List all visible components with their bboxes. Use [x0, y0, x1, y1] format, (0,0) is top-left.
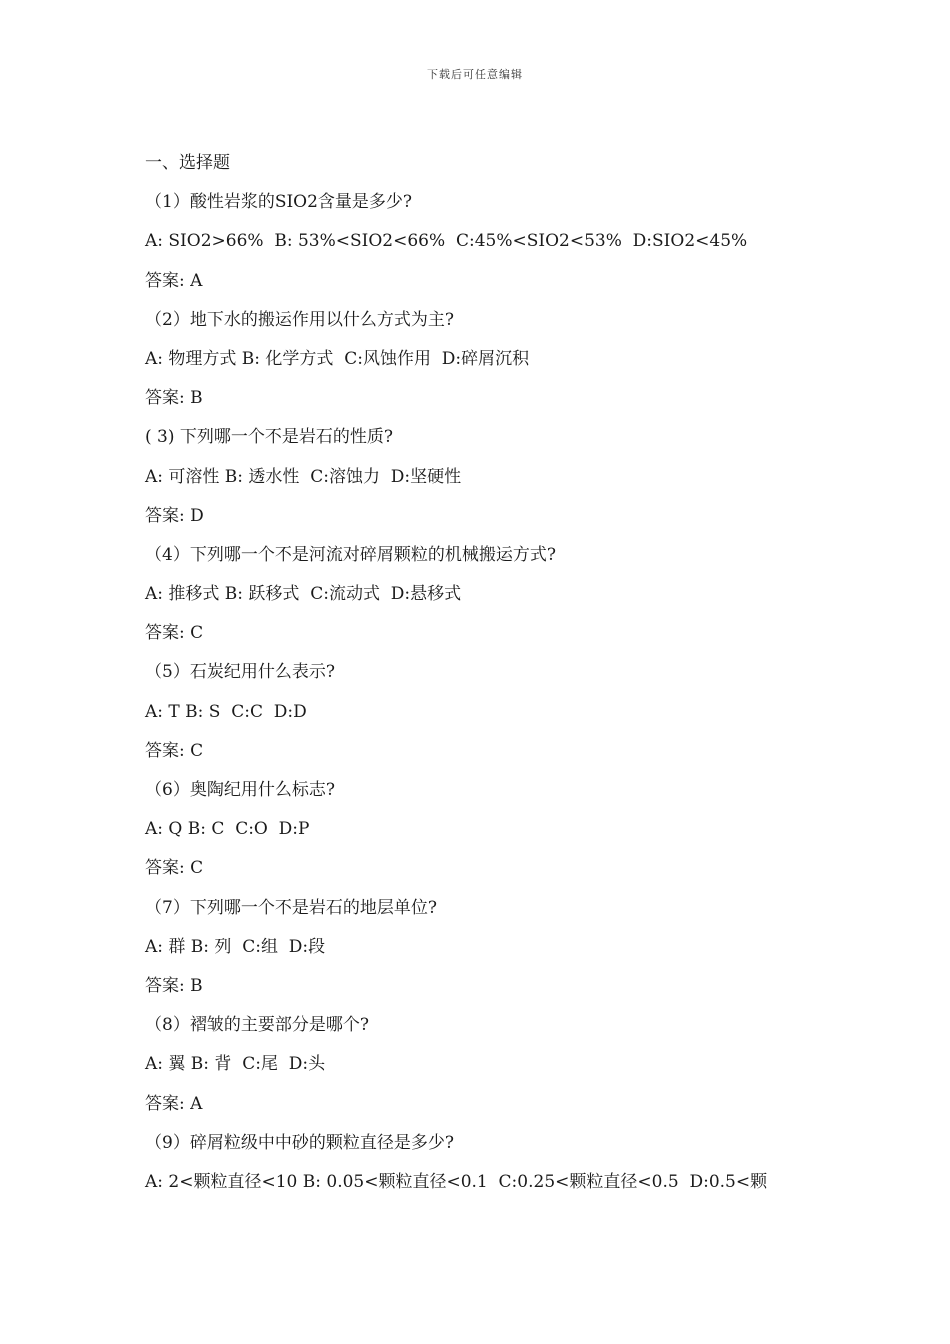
document-body: [145, 150, 845, 1208]
question-5: [145, 659, 845, 777]
question-text: （8）褶皱的主要部分是哪个?: [145, 1015, 369, 1036]
question-text: （9）碎屑粒级中中砂的颗粒直径是多少?: [145, 1132, 454, 1153]
question-text: （2）地下水的搬运作用以什么方式为主?: [145, 309, 454, 330]
question-text: （6）奥陶纪用什么标志?: [145, 780, 335, 800]
question-answer: 答案: B: [145, 975, 203, 996]
question-options: A: 2<颗粒直径<10 B: 0.05<颗粒直径<0.1 C:0.25<颗粒直径<0.5 D:0.5<颗: [145, 1171, 768, 1192]
question-options: A: 物理方式 B: 化学方式 C:风蚀作用 D:碎屑沉积: [145, 348, 530, 369]
question-2: [145, 307, 845, 425]
question-options: A: 推移式 B: 跃移式 C:流动式 D:悬移式: [145, 584, 462, 605]
question-answer: 答案: C: [145, 858, 204, 879]
question-4: [145, 542, 845, 660]
question-options: A: T B: S C:C D:D: [145, 701, 307, 722]
question-options: A: 翼 B: 背 C:尾 D:头: [145, 1054, 326, 1075]
page-header: 下载后可任意编辑: [427, 68, 523, 81]
question-answer: 答案: A: [145, 1093, 203, 1114]
question-options: A: 可溶性 B: 透水性 C:溶蚀力 D:坚硬性: [145, 466, 462, 487]
question-9: [145, 1130, 845, 1208]
question-1: [145, 189, 845, 307]
question-7: [145, 895, 845, 1013]
question-answer: 答案: C: [145, 623, 204, 644]
question-options: A: 群 B: 列 C:组 D:段: [145, 936, 326, 957]
section-title: 一、选择题: [145, 153, 230, 173]
question-3: [145, 424, 845, 542]
question-text: （7）下列哪一个不是岩石的地层单位?: [145, 897, 437, 918]
question-options: A: SIO2>66% B: 53%<SIO2<66% C:45%<SIO2<53% D:SIO2<45%: [145, 231, 748, 252]
question-6: [145, 777, 845, 895]
question-text: （4）下列哪一个不是河流对碎屑颗粒的机械搬运方式?: [145, 544, 556, 565]
question-text: ( 3) 下列哪一个不是岩石的性质?: [145, 427, 394, 448]
question-answer: 答案: A: [145, 270, 203, 291]
question-answer: 答案: C: [145, 740, 204, 761]
question-answer: 答案: D: [145, 505, 204, 526]
question-text: （1）酸性岩浆的SIO2含量是多少?: [145, 192, 413, 213]
question-answer: 答案: B: [145, 388, 203, 409]
question-8: [145, 1012, 845, 1130]
question-text: （5）石炭纪用什么表示?: [145, 662, 335, 683]
question-options: A: Q B: C C:O D:P: [145, 819, 310, 840]
